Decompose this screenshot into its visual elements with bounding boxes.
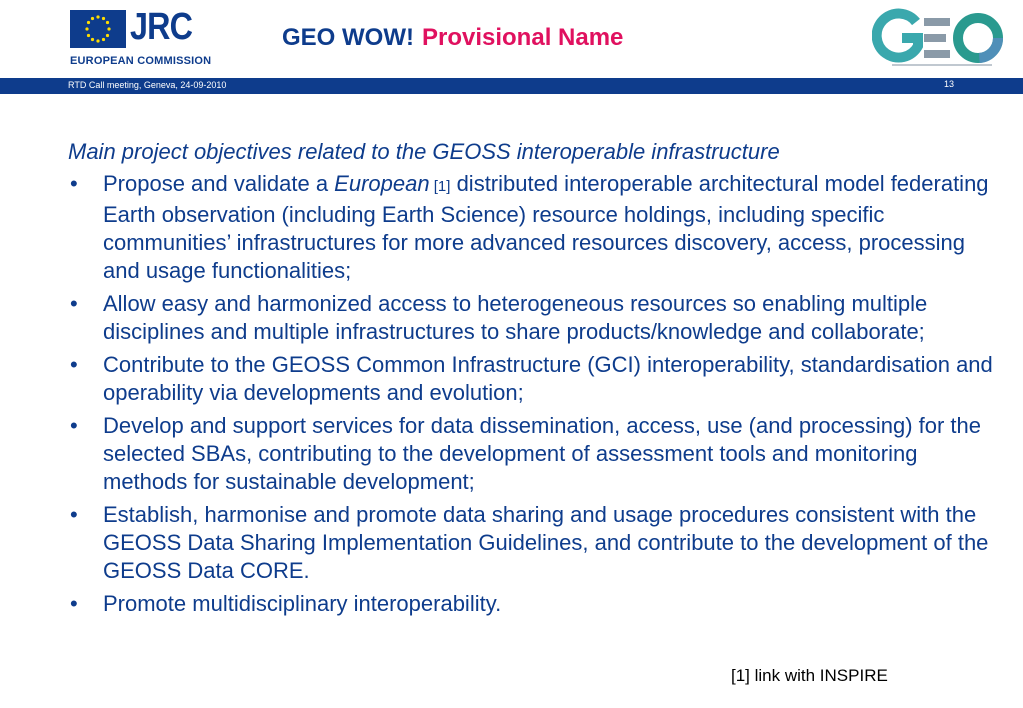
bullet-text: Develop and support services for data dissemination, access, use (and processing) for the selected SBAs, contributing to the development of assessment tools and monitoring methods for sustainable development; [103,413,982,494]
bullet-marker: • [70,413,78,438]
meeting-label: RTD Call meeting, Geneva, 24-09-2010 [68,80,227,90]
footnote-reference: [1] [429,178,451,195]
bullet-text-lead: Propose and validate a [103,171,335,196]
list-item [68,412,998,496]
bullet-text-emphasis: European [334,171,430,196]
eu-flag-icon [70,10,126,48]
european-commission-label: EUROPEAN COMMISSION [70,55,212,67]
footnote: [1] link with INSPIRE [731,666,888,685]
bullet-text: Contribute to the GEOSS Common Infrastructure (GCI) interoperability, standardisation and operability via developments and evolution; [103,352,993,405]
bullet-marker: • [70,291,78,316]
bullet-marker: • [70,502,78,527]
slide-content [68,138,998,623]
geo-logo-graphic [872,6,1014,70]
objectives-list [68,170,998,618]
list-item [68,170,998,285]
list-item [68,290,998,346]
bullet-text: Allow easy and harmonized access to heterogeneous resources so enabling multiple disciplines and multiple infrastructures to share products/knowledge and collaborate; [103,291,928,344]
bullet-marker: • [70,591,78,616]
objectives-heading: Main project objectives related to the GEOSS interoperable infrastructure [68,139,780,164]
slide-title-accent: Provisional Name [421,24,624,51]
jrc-logo [70,6,212,68]
slide-title [282,24,623,52]
bullet-text-rest: distributed interoperable architectural model federating Earth observation (including Earth Science) resource holdings, including specific communities’ infrastructures for more advanced resources discovery, access, processing and usage functionalities; [103,171,989,283]
list-item [68,501,998,585]
list-item [68,351,998,407]
eu-stars-graphic [70,10,126,48]
bullet-marker: • [70,352,78,377]
geo-logo [872,6,1014,70]
slide-title-main: GEO WOW! [282,24,414,51]
header-bar [0,78,1023,94]
bullet-text: Promote multidisciplinary interoperability. [103,591,502,616]
jrc-wordmark: JRC [130,6,193,48]
page-number: 13 [944,79,955,89]
list-item [68,590,998,618]
bullet-marker: • [70,171,78,196]
bullet-text: Establish, harmonise and promote data sharing and usage procedures consistent with the GEOSS Data Sharing Implementation Guidelines, and contribute to the development of the GEOSS Data CORE. [103,502,989,583]
